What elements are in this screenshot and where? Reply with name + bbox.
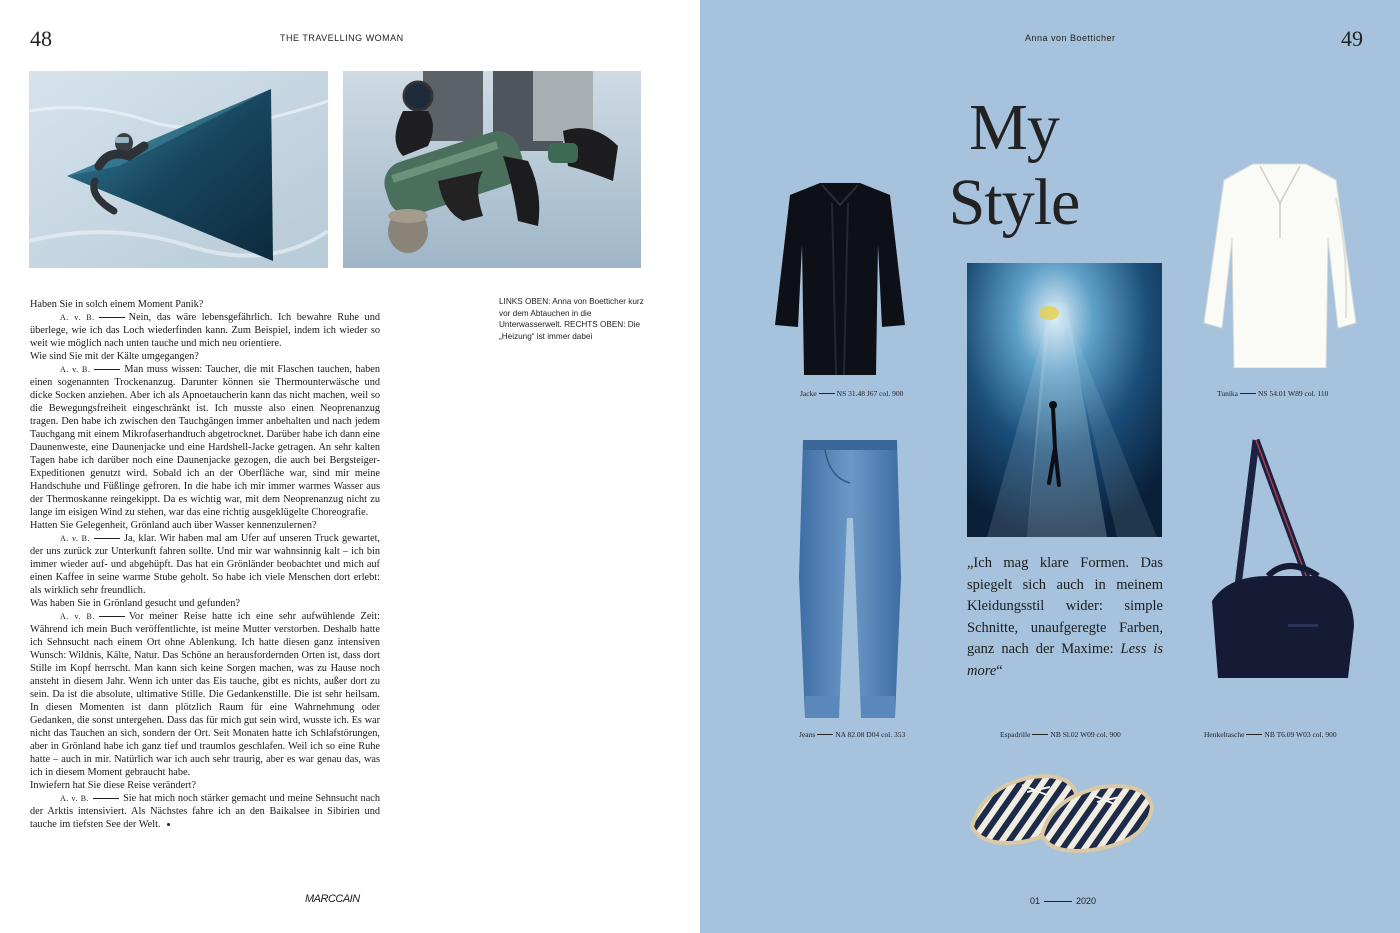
photo-diver-in-ice-hole	[29, 71, 328, 268]
page-number-right: 49	[1341, 26, 1363, 51]
handbag-image	[1208, 436, 1358, 686]
interview-text	[30, 298, 380, 831]
answer-3: A. v. B. Ja, klar. Wir haben mal am Ufer auf unseren Truck gewartet, der uns zurück zur Unterkunft fahren sollte. Und mir war wahnsinnig kalt – ich bin immer wieder auf- und abgehüpft. Das hat ein Grönländer beobachtet und mich auf einen Kaffee in seine warme Stube geholt. So habe ich viele Menschen dort erlebt: als wirklich sehr freundlich.	[30, 533, 381, 596]
title-my: My	[969, 91, 1059, 164]
question-5: Inwiefern hat Sie diese Reise verändert?	[30, 780, 197, 791]
photo-caption: LINKS OBEN: Anna von Boetticher kurz vor dem Abtauchen in die Unterwasserwelt. RECHTS OBEN: Die „Heizung“ ist immer dabei	[499, 297, 644, 341]
pull-quote: „Ich mag klare Formen. Das spiegelt sich auch in meinem Kleidungsstil wider: simple Schnitte, unaufgeregte Farben, ganz nach der Maxime: Less is more“	[967, 555, 1163, 679]
end-mark	[167, 823, 170, 826]
question-2: Wie sind Sie mit der Kälte umgegangen?	[30, 351, 199, 362]
speaker-initials: A. v. B.	[60, 794, 123, 803]
photo-freediver-light	[967, 263, 1162, 537]
jeans-image	[795, 438, 905, 720]
label-jacke: Jacke NS 31.48 J67 col. 900	[800, 389, 904, 398]
running-head-left: THE TRAVELLING WOMAN	[280, 33, 404, 43]
speaker-initials: A. v. B.	[60, 612, 129, 621]
label-espadrille: Espadrille NB Sl.02 W09 col. 900	[1000, 730, 1121, 739]
answer-1: A. v. B. Nein, das wäre lebensgefährlich. Ich bewahre Ruhe und überlege, wie ich das Loch wiederfinden kann. Zum Beispiel, indem ich wieder so weit wie möglich nach unten tauche und mich neu orientiere.	[30, 312, 380, 349]
question-3: Hatten Sie Gelegenheit, Grönland auch über Wasser kennenzulernen?	[30, 520, 317, 531]
answer-4: A. v. B. Vor meiner Reise hatte ich eine sehr aufwühlende Zeit: Während ich mein Buch veröffentlichte, ist meine Mutter verstorben. Deshalb hatte ich Sehnsucht nach einem Ort ohne Ablenkung. Ich hatte diesen ganz intensiven Wunsch: Wildnis, Kälte, Natur. Das Schöne an herausfordernden Orten ist, dass dort Stille im Kopf herrscht. Man kann sich keine Sorgen machen, was zu Hause noch ansteht in diesem Jahr. Wenn ich unter das Eis tauche, gibt es nichts, außer dort zu sein. Da ist die absolute, ultimative Stille. Die Gedankenstille. Die ist sehr heilsam. In diesen Momenten ist dann plötzlich Raum für eine Wahrnehmung oder Gedanken, die sonst untergehen. Dass das für mich gut sein wird, wusste ich. Es war nicht das Tauchen an sich, sondern der Ort. Seit Monaten hatte ich Schlafstörungen, aber in Grönland habe ich ganz tief und traumlos geschlafen. Weil ich so eine Ruhe hatte – auch in mir. Natürlich war ich auch sehr traurig, aber es war genau das, was ich in diesem Moment gebraucht habe.	[30, 611, 381, 778]
title-style: Style	[948, 166, 1080, 239]
page-number-left: 48	[30, 26, 52, 51]
right-page	[700, 0, 1400, 933]
espadrilles-image	[962, 757, 1162, 857]
running-head-right: Anna von Boetticher	[1025, 33, 1116, 43]
speaker-initials: A. v. B.	[60, 313, 129, 322]
label-tunika: Tunika NS 54.01 W89 col. 110	[1217, 389, 1329, 398]
answer-2: A. v. B. Man muss wissen: Taucher, die mit Flaschen tauchen, haben einen sogenannten Trockenanzug. Darunter können sie Thermounterwäsche und dicke Socken anziehen. Aber ich als Apnoetaucherin kann das nicht machen, weil so die Bewegungsfreiheit eingeschränkt ist. Ich musste also einen Neoprenanzug tragen. Den habe ich zwischen den Tauchgängen immer anbehalten und nach jedem Tauchgang mit einem Mikrofaserhandtuch abgetrocknet. Darüber habe ich dann eine Daunenweste, eine Daunenjacke und eine Hardshell-Jacke getragen. An sehr kalten Tagen habe ich darüber noch eine Daunenjacke gezogen, die auch bei Bergsteiger-Expeditionen genutzt wird. Sobald ich an der Oberfläche war, sind mir meine Handschuhe und Füßlinge gefroren. In die habe ich mir immer warmes Wasser aus der Thermoskanne reingekippt. Da es wichtig war, mit dem Neoprenanzug nicht zu lange im eisigen Wind zu stehen, war das eine richtig ausgeklügelte Choreografie.	[30, 364, 380, 518]
speaker-initials: A. v. B.	[60, 534, 124, 543]
question-4: Was haben Sie in Grönland gesucht und gefunden?	[30, 598, 240, 609]
tunic-image	[1198, 158, 1362, 368]
answer-5: A. v. B. Sie hat mich noch stärker gemacht und meine Sehnsucht nach der Arktis intensiviert. Als Nächstes fahre ich an den Baikalsee in Sibirien und tauche im tiefsten See der Welt.	[30, 793, 380, 830]
jacket-image	[770, 175, 910, 375]
label-henkeltasche: Henkeltasche NB T6.09 W03 col. 900	[1204, 730, 1337, 739]
brand-logo: MARCCAIN	[305, 893, 360, 905]
question-1: Haben Sie in solch einem Moment Panik?	[30, 299, 204, 310]
issue-number: 01 2020	[1030, 896, 1097, 906]
photo-thermos-pouring	[343, 71, 641, 268]
label-jeans: Jeans NA 82.08 D04 col. 353	[799, 730, 906, 739]
speaker-initials: A. v. B.	[60, 365, 124, 374]
